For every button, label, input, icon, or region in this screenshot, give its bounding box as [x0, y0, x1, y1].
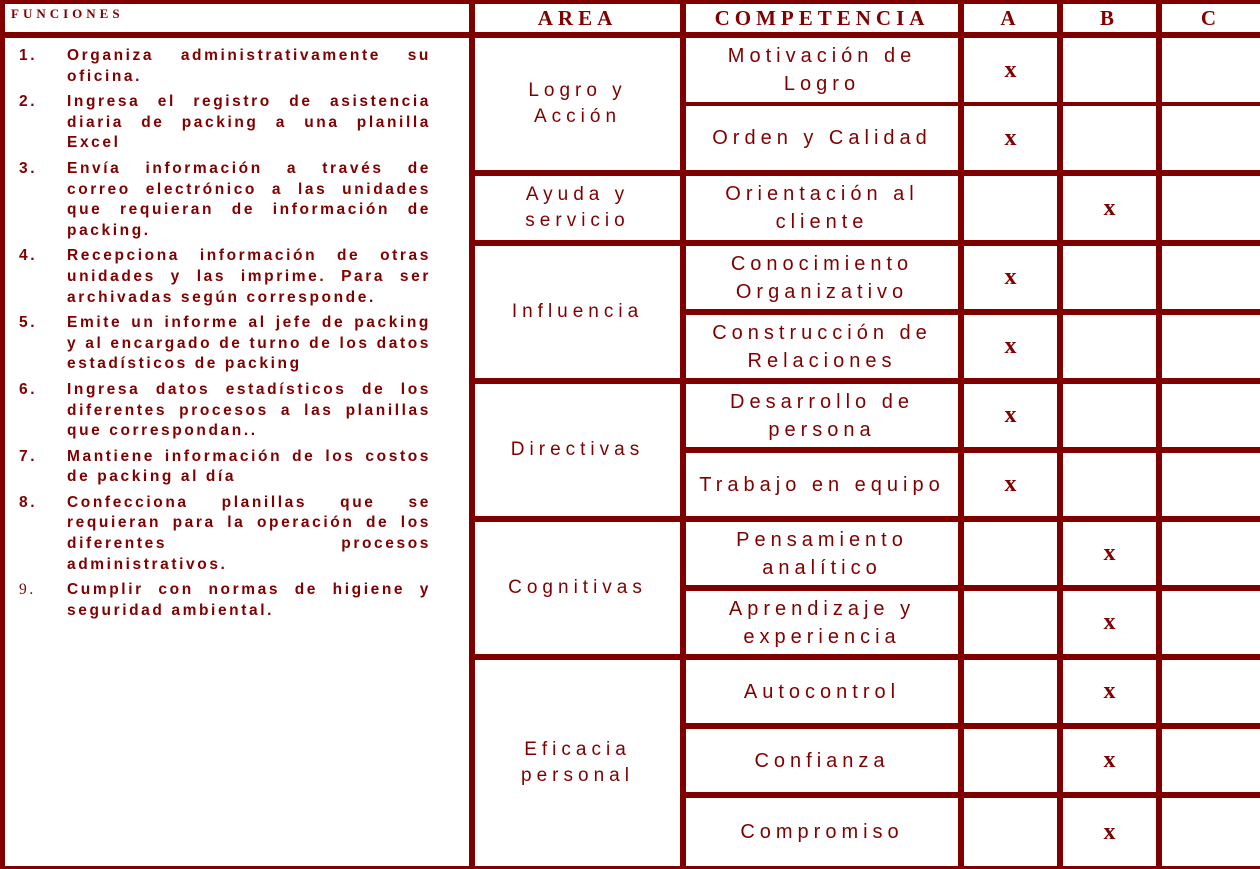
funcion-number: 4.	[19, 247, 38, 265]
level-b-cell: x	[1063, 591, 1156, 654]
funcion-number: 8.	[19, 493, 38, 511]
area-header: AREA	[475, 4, 680, 32]
competencia-cell: Autocontrol	[686, 660, 958, 723]
competencia-header: COMPETENCIA	[686, 4, 958, 32]
funcion-text: Organiza administrativamente su oficina.	[67, 47, 431, 85]
level-c-cell	[1162, 246, 1260, 309]
funcion-text: Envía información a través de correo electrónico a las unidades que requieran de información de packing.	[67, 159, 431, 239]
funcion-item	[19, 92, 431, 154]
level-a-cell: x	[964, 453, 1057, 516]
competencia-cell: Aprendizaje y experiencia	[686, 591, 958, 654]
level-b-cell	[1063, 246, 1156, 309]
competencia-cell: Compromiso	[686, 798, 958, 866]
level-c-cell	[1162, 660, 1260, 723]
funcion-item	[19, 447, 431, 488]
level-b-cell	[1063, 384, 1156, 447]
competencia-cell: Desarrollo de persona	[686, 384, 958, 447]
funcion-text: Confecciona planillas que se requieran para la operación de los diferentes procesos administrativos.	[67, 493, 431, 573]
area-influencia: Influencia	[475, 246, 680, 378]
level-b-cell: x	[1063, 729, 1156, 792]
competencia-cell: Motivación de Logro	[686, 38, 958, 102]
area-cognitivas: Cognitivas	[475, 522, 680, 654]
level-a-cell	[964, 660, 1057, 723]
funcion-item	[19, 46, 431, 87]
funcion-number: 3.	[19, 159, 38, 177]
level-c-cell	[1162, 315, 1260, 378]
funcion-text: Ingresa datos estadísticos de los diferentes procesos a las planillas que correspondan..	[67, 380, 431, 440]
area-directivas: Directivas	[475, 384, 680, 516]
level-c-cell	[1162, 729, 1260, 792]
funcion-number: 7.	[19, 447, 38, 465]
level-b-cell	[1063, 315, 1156, 378]
competencia-cell: Confianza	[686, 729, 958, 792]
col-b-header: B	[1063, 4, 1156, 32]
funcion-number: 1.	[19, 47, 38, 64]
level-c-cell	[1162, 176, 1260, 240]
funcion-number: 9.	[19, 581, 36, 599]
competencia-cell: Pensamiento analítico	[686, 522, 958, 585]
level-c-cell	[1162, 798, 1260, 866]
level-b-cell: x	[1063, 798, 1156, 866]
level-c-cell	[1162, 522, 1260, 585]
funcion-item	[19, 380, 431, 442]
level-c-cell	[1162, 38, 1260, 102]
funcion-text: Ingresa el registro de asistencia diaria de packing a una planilla Excel	[67, 93, 431, 152]
level-b-cell	[1063, 38, 1156, 102]
level-a-cell: x	[964, 246, 1057, 309]
competencia-cell: Orden y Calidad	[686, 106, 958, 170]
level-b-cell	[1063, 106, 1156, 170]
col-c-header: C	[1162, 4, 1260, 32]
funcion-text: Recepciona información de otras unidades y las imprime. Para ser archivadas según corresponde.	[67, 247, 431, 306]
funcion-item	[19, 493, 431, 575]
funciones-header: FUNCIONES	[5, 4, 469, 32]
funcion-item	[19, 580, 431, 621]
competencia-cell: Construcción de Relaciones	[686, 315, 958, 378]
level-a-cell: x	[964, 315, 1057, 378]
level-a-cell: x	[964, 106, 1057, 170]
level-a-cell	[964, 176, 1057, 240]
level-b-cell: x	[1063, 522, 1156, 585]
funcion-text: Cumplir con normas de higiene y seguridad ambiental.	[67, 581, 431, 619]
level-a-cell: x	[964, 384, 1057, 447]
level-a-cell	[964, 591, 1057, 654]
area-logro-accion: Logro y Acción	[475, 38, 680, 170]
level-a-cell	[964, 729, 1057, 792]
funcion-number: 2.	[19, 93, 38, 111]
area-ayuda-servicio: Ayuda y servicio	[475, 176, 680, 240]
area-eficacia-personal: Eficacia personal	[475, 660, 680, 866]
level-b-cell: x	[1063, 176, 1156, 240]
funcion-number: 5.	[19, 314, 38, 332]
col-a-header: A	[964, 4, 1057, 32]
funcion-item	[19, 159, 431, 241]
competencia-cell: Trabajo en equipo	[686, 453, 958, 516]
funcion-item	[19, 246, 431, 308]
level-a-cell: x	[964, 38, 1057, 102]
competencia-cell: Conocimiento Organizativo	[686, 246, 958, 309]
level-a-cell	[964, 522, 1057, 585]
funcion-text: Emite un informe al jefe de packing y al encargado de turno de los datos estadísticos de packing	[67, 314, 431, 373]
funcion-text: Mantiene información de los costos de packing al día	[67, 447, 431, 486]
funcion-item	[19, 313, 431, 375]
funcion-number: 6.	[19, 380, 38, 398]
funciones-list	[5, 38, 469, 866]
level-c-cell	[1162, 453, 1260, 516]
level-c-cell	[1162, 106, 1260, 170]
competencia-cell: Orientación al cliente	[686, 176, 958, 240]
level-b-cell	[1063, 453, 1156, 516]
level-a-cell	[964, 798, 1057, 866]
level-b-cell: x	[1063, 660, 1156, 723]
level-c-cell	[1162, 591, 1260, 654]
level-c-cell	[1162, 384, 1260, 447]
